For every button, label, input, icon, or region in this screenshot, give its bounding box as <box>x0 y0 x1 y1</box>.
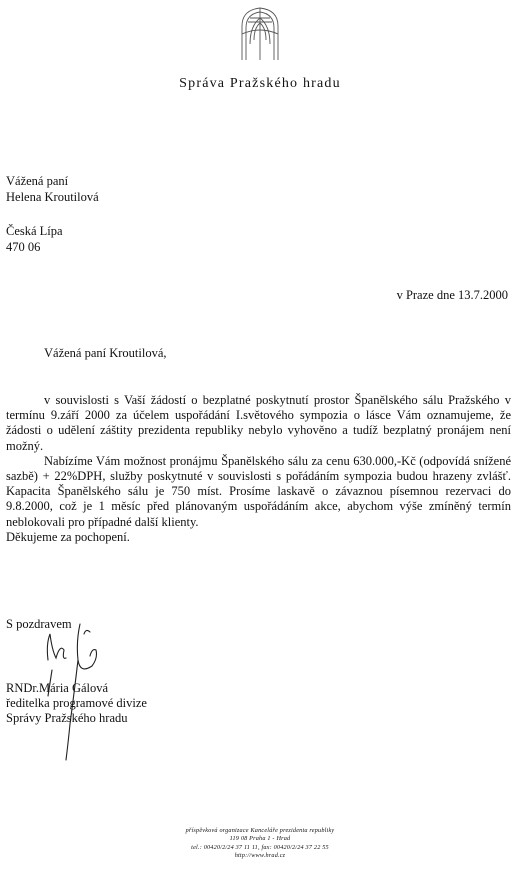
prague-castle-logo <box>236 4 284 62</box>
letterhead-footer <box>0 827 520 860</box>
closing: S pozdravem <box>6 617 72 631</box>
signatory-office: Správy Pražského hradu <box>6 711 128 725</box>
footer-line: příspěvková organizace Kanceláře prezidenta republiky <box>185 827 335 834</box>
body-paragraph: Nabízíme Vám možnost pronájmu Španělského sálu za cenu 630.000,-Kč (odpovídá snížené sazbě) + 22%DPH, služby poskytnuté v souvislosti s pořádáním sympozia budou hrazeny zvlášť. Kapacita Španělského sálu je 750 míst. Prosíme laskavě o závaznou písemnou rezervaci do 9.8.2000, což je 1 měsíc před plánovaným uspořádáním akce, abychom výše zmíněný termín neblokovali pro případné další klienty. <box>6 453 511 529</box>
letter-body <box>6 393 511 545</box>
body-paragraph: v souvislosti s Vaší žádostí o bezplatné poskytnutí prostor Španělského sálu Pražského v termínu 9.září 2000 za účelem uspořádání I.světového sympozia o lásce Vám oznamujeme, že žádosti o udělení záštity prezidenta republiky nebylo vyhověno a tudíž bezplatný pronájem není možný. <box>6 393 511 453</box>
recipient-name: Helena Kroutilová <box>6 190 99 204</box>
body-paragraph: Děkujeme za pochopení. <box>6 529 130 544</box>
footer-address: 119 08 Praha 1 - Hrad <box>229 835 291 843</box>
recipient-city: Česká Lípa <box>6 224 63 238</box>
footer-phone: tel.: 00420/2/24 37 11 11, fax: 00420/2/24 37 22 55 <box>191 843 329 851</box>
recipient-postcode: 470 06 <box>6 240 41 254</box>
greeting: Vážená paní Kroutilová, <box>44 346 167 360</box>
organization-name: Správa Pražského hradu <box>179 76 341 91</box>
recipient-salutation-line: Vážená paní <box>6 174 69 188</box>
footer-website: http://www.hrad.cz <box>234 851 286 859</box>
signature-block <box>6 681 147 726</box>
signatory-title: ředitelka programové divize <box>6 696 147 710</box>
signatory-name: RNDr.Mária Gálová <box>6 681 109 695</box>
letter-date: v Praze dne 13.7.2000 <box>396 288 508 302</box>
